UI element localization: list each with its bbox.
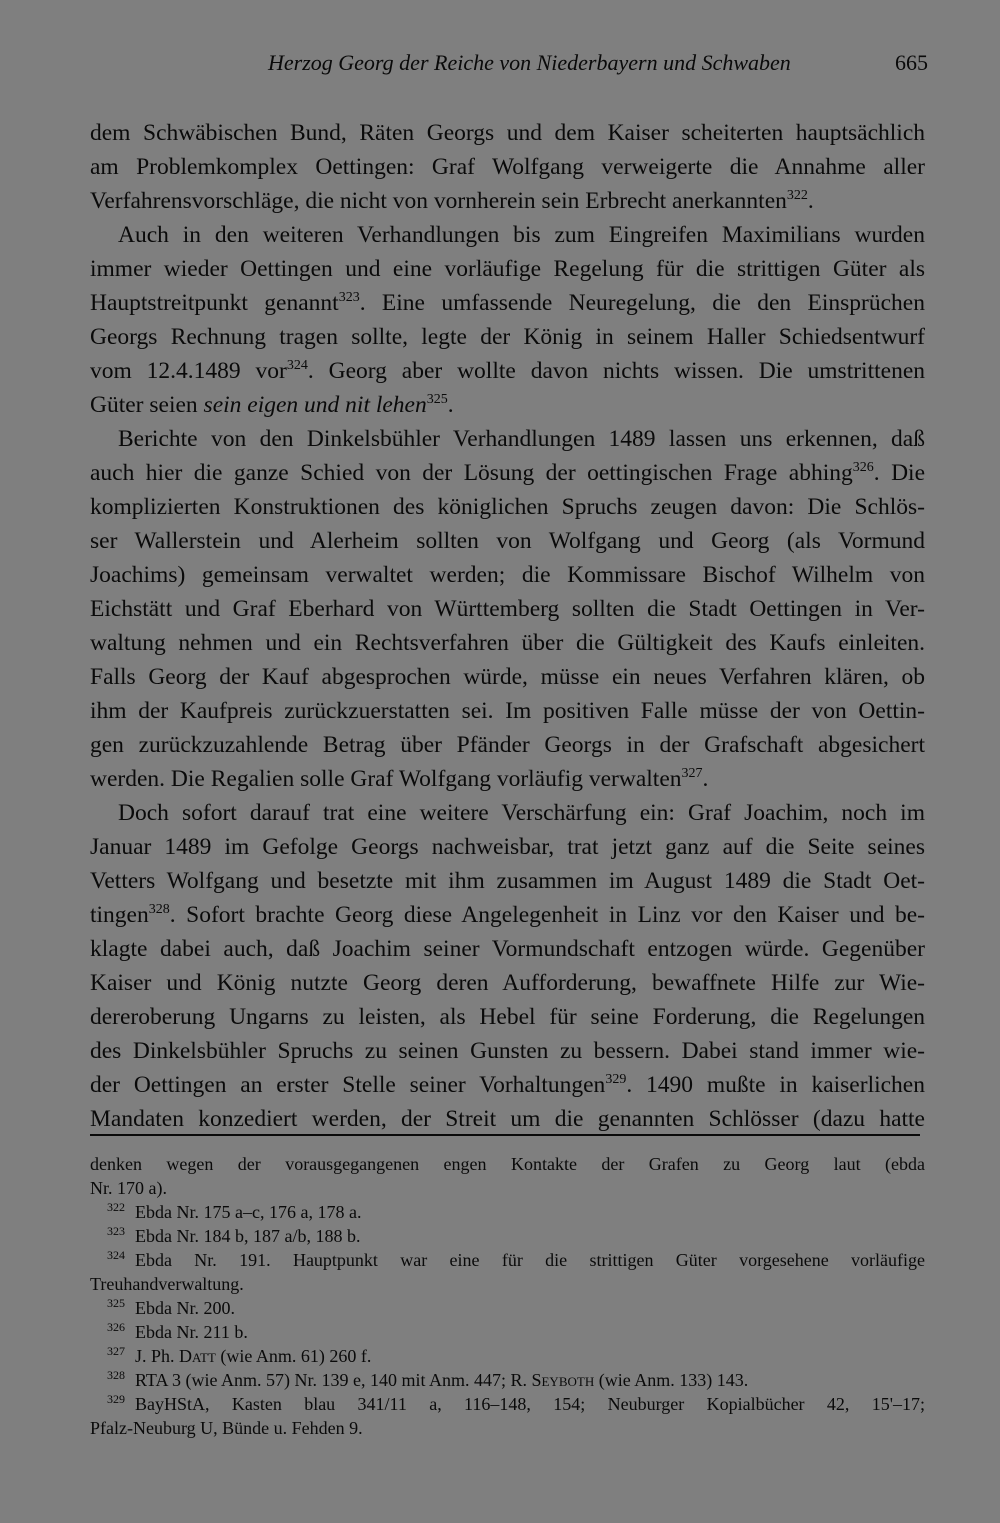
footnote-number: 326: [107, 1320, 125, 1334]
line-text: . Georg aber wollte davon nichts wissen. Die umstrittenen: [307, 358, 926, 384]
body-text: [90, 116, 925, 1136]
footnote-number: 322: [107, 1200, 125, 1214]
footnote-ref: 322: [786, 188, 808, 204]
text-line: gen zurückzuzahlende Betrag über Pfänder Georgs in der Grafschaft abgesichert: [90, 732, 925, 758]
text-line: immer wieder Oettingen und eine vorläufige Regelung für die strittigen Güter als: [90, 256, 925, 282]
footnote-text: (wie Anm. 61) 260 f.: [215, 1346, 372, 1366]
footnote-327: [90, 1344, 925, 1368]
footnote-number: 325: [107, 1296, 125, 1310]
footnote-line: Nr. 170 a).: [90, 1178, 167, 1198]
text-line: Mandaten konzediert werden, der Streit um die genannten Schlösser (dazu hatte: [90, 1106, 925, 1132]
text-line: komplizierten Konstruktionen des königlichen Spruchs zeugen davon: Die Schlös-: [90, 494, 925, 520]
text-line: [90, 898, 925, 932]
footnote-ref: 327: [681, 766, 703, 782]
text-line: waltung nehmen und ein Rechtsverfahren über die Gültigkeit des Kaufs einleiten.: [90, 630, 925, 656]
line-text: werden. Die Regalien solle Graf Wolfgang vorläufig verwalten: [90, 766, 682, 792]
text-line: [90, 456, 925, 490]
text-line: dereroberung Ungarns zu leisten, als Hebel für seine Forderung, die Regelungen: [90, 1004, 925, 1030]
footnote-324: [90, 1248, 925, 1272]
footnote-328: [90, 1368, 925, 1392]
line-text: der Oettingen an erster Stelle seiner Vorhaltungen: [90, 1072, 606, 1098]
line-text: Hauptstreitpunkt genannt: [90, 290, 339, 316]
running-title: Herzog Georg der Reiche von Niederbayern und Schwaben: [268, 50, 791, 75]
line-text: vom 12.4.1489 vor: [90, 358, 287, 384]
line-text: tingen: [90, 902, 149, 928]
footnote-326: [90, 1320, 925, 1344]
line-text: .: [447, 392, 454, 418]
text-line: ihm der Kaufpreis zurückzuerstatten sei. Im positiven Falle müsse der von Oettin-: [90, 698, 925, 724]
footnote-number: 323: [107, 1224, 125, 1238]
footnote-text: Ebda Nr. 191. Hauptpunkt war eine für die strittigen Güter vorgesehene vorläufige: [135, 1250, 925, 1270]
footnote-line: denken wegen der vorausgegangenen engen Kontakte der Grafen zu Georg laut (ebda: [90, 1154, 925, 1174]
text-line: klagte dabei auch, daß Joachim seiner Vormundschaft entzogen würde. Gegenüber: [90, 936, 925, 962]
text-line: Januar 1489 im Gefolge Georgs nachweisbar, trat jetzt ganz auf die Seite seines: [90, 834, 925, 860]
text-line: des Dinkelsbühler Spruchs zu seinen Gunsten zu bessern. Dabei stand immer wie-: [90, 1038, 925, 1064]
footnote-ref: 323: [338, 290, 360, 306]
author-name: Datt: [179, 1346, 216, 1366]
text-line: [90, 184, 925, 218]
footnote-number: 329: [107, 1392, 125, 1406]
footnote-text: RTA 3 (wie Anm. 57) Nr. 139 e, 140 mit Anm. 447; R.: [135, 1370, 532, 1390]
footnote-line: Treuhandverwaltung.: [90, 1274, 244, 1294]
text-line: ser Wallerstein und Alerheim sollten von Wolfgang und Georg (als Vormund: [90, 528, 925, 554]
footnotes: [90, 1152, 925, 1440]
text-line: [90, 286, 925, 320]
footnote-text: Ebda Nr. 175 a–c, 176 a, 178 a.: [135, 1202, 362, 1222]
footnote-322: [90, 1200, 925, 1224]
page-number: 665: [895, 50, 928, 75]
footnote-ref: 326: [852, 460, 874, 476]
author-name: Seyboth: [531, 1370, 595, 1390]
text-line: am Problemkomplex Oettingen: Graf Wolfgang verweigerte die Annahme aller: [90, 154, 925, 180]
footnote-text: J. Ph.: [135, 1346, 180, 1366]
text-line: Auch in den weiteren Verhandlungen bis zum Eingreifen Maximilians wurden: [118, 222, 925, 248]
footnote-number: 327: [107, 1344, 125, 1358]
text-line: Berichte von den Dinkelsbühler Verhandlungen 1489 lassen uns erkennen, daß: [118, 426, 925, 452]
text-line: [90, 762, 925, 796]
italic-quote: sein eigen und nit lehen: [203, 392, 427, 418]
text-line: Kaiser und König nutzte Georg deren Aufforderung, bewaffnete Hilfe zur Wie-: [90, 970, 925, 996]
footnote-number: 324: [107, 1248, 125, 1262]
text-line: Georgs Rechnung tragen sollte, legte der König in seinem Haller Schiedsentwurf: [90, 324, 925, 350]
running-header: [90, 50, 928, 84]
footnote-ref: 328: [148, 902, 170, 918]
footnote-text: BayHStA, Kasten blau 341/11 a, 116–148, 154; Neuburger Kopialbücher 42, 15'–17;: [135, 1394, 925, 1414]
footnote-text: Ebda Nr. 200.: [135, 1298, 235, 1318]
line-text: . Sofort brachte Georg diese Angelegenheit in Linz vor den Kaiser und be-: [169, 902, 925, 928]
text-line: Falls Georg der Kauf abgesprochen würde, müsse ein neues Verfahren klären, ob: [90, 664, 925, 690]
footnote-325: [90, 1296, 925, 1320]
footnote-ref: 329: [605, 1072, 627, 1088]
text-line: [90, 1068, 925, 1102]
line-text: . 1490 mußte in kaiserlichen: [626, 1072, 925, 1098]
footnote-line: Pfalz-Neuburg U, Bünde u. Fehden 9.: [90, 1418, 363, 1438]
footnote-divider: [90, 1134, 920, 1136]
line-text: .: [702, 766, 709, 792]
line-text: Güter seien: [90, 392, 204, 418]
footnote-number: 328: [107, 1368, 125, 1382]
footnote-text: (wie Anm. 133) 143.: [594, 1370, 749, 1390]
text-line: [90, 354, 925, 388]
line-text: Verfahrensvorschläge, die nicht von vornherein sein Erbrecht anerkannten: [90, 188, 787, 214]
line-text: .: [807, 188, 814, 214]
footnote-ref: 325: [426, 392, 448, 408]
footnote-323: [90, 1224, 925, 1248]
footnote-ref: 324: [286, 358, 308, 374]
text-line: Vetters Wolfgang und besetzte mit ihm zusammen im August 1489 die Stadt Oet-: [90, 868, 925, 894]
footnote-text: Ebda Nr. 211 b.: [135, 1322, 248, 1342]
footnote-329: [90, 1392, 925, 1416]
footnote-text: Ebda Nr. 184 b, 187 a/b, 188 b.: [135, 1226, 361, 1246]
line-text: auch hier die ganze Schied von der Lösung der oettingischen Frage abhing: [90, 460, 853, 486]
text-line: Eichstätt und Graf Eberhard von Württemberg sollten die Stadt Oettingen in Ver-: [90, 596, 925, 622]
text-line: dem Schwäbischen Bund, Räten Georgs und dem Kaiser scheiterten hauptsächlich: [90, 120, 925, 146]
text-line: Joachims) gemeinsam verwaltet werden; die Kommissare Bischof Wilhelm von: [90, 562, 925, 588]
text-line: Doch sofort darauf trat eine weitere Verschärfung ein: Graf Joachim, noch im: [118, 800, 925, 826]
text-line: [90, 388, 925, 422]
line-text: . Eine umfassende Neuregelung, die den Einsprüchen: [359, 290, 925, 316]
line-text: . Die: [873, 460, 925, 486]
